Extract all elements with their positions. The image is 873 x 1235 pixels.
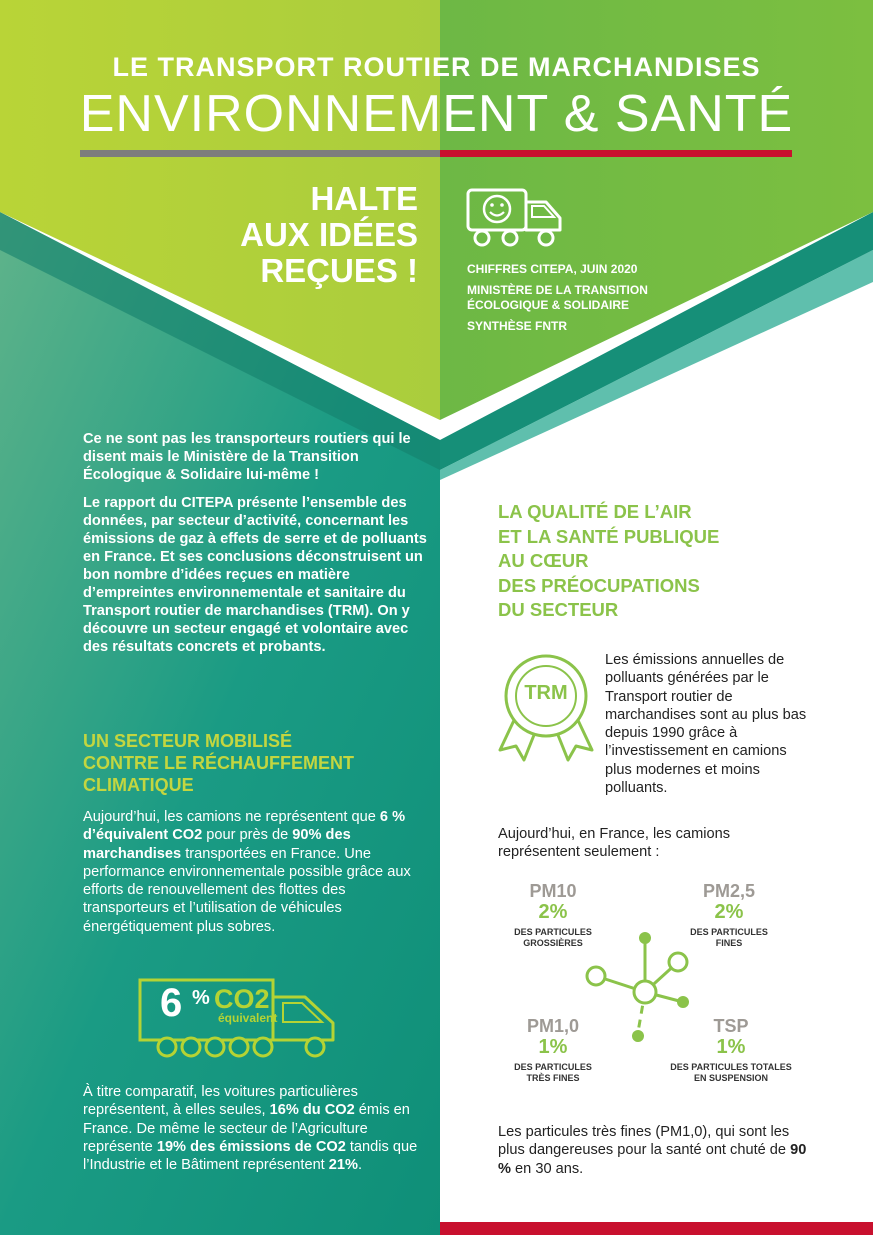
intro-text: Ce ne sont pas les transporteurs routiers qui le disent mais le Ministère de la Transition Écologique & Solidaire lui-même ! Le rapport du CITEPA présente l’ensemble des données, par secteur d’activité, concernant les émissions de gaz à effets de serre et de polluants en France. Et ses conclusions déconstruisent un bon nombre d’idées reçues en matière d’empreintes environnementale et sanitaire du Transport routier de marchandises (TRM). On y découvre un secteur engagé et volontaire avec des résultats concrets et probants. [83, 431, 427, 655]
smiling-truck-icon [466, 188, 566, 250]
trm-badge-label: TRM [524, 682, 568, 704]
particle-stat: PM10 2% DES PARTICULES GROSSIÈRES [514, 881, 592, 948]
co2-share-number: 6 [160, 981, 183, 1025]
section-heading-air-quality: LA QUALITÉ DE L’AIR ET LA SANTÉ PUBLIQUE AU CŒUR DES PRÉOCUPATIONS DU SECTEUR [498, 501, 720, 620]
subtitle: ENVIRONNEMENT & SANTÉ [79, 85, 794, 143]
particle-stat: PM1,0 1% DES PARTICULES TRÈS FINES [514, 1016, 592, 1083]
co2-label: CO2 [214, 984, 270, 1014]
particle-stat: PM2,5 2% DES PARTICULES FINES [690, 881, 768, 948]
climate-paragraph: Aujourd’hui, les camions ne représentent que 6 % d’équivalent CO2 pour près de 90% des marchandises transportées en France. Une performance environnementale possible grâce aux efforts de renouvellement des flottes des transporteurs et l’utilisation de véhicules énergétiquement plus sobres. [83, 809, 411, 935]
hero-heading: HALTE AUX IDÉES REÇUES ! [240, 180, 418, 289]
main-title: LE TRANSPORT ROUTIER DE MARCHANDISES [112, 52, 761, 82]
co2-share-percent: % [192, 987, 210, 1009]
sources-block: CHIFFRES CITEPA, JUIN 2020 MINISTÈRE DE LA TRANSITION ÉCOLOGIQUE & SOLIDAIRE SYNTHÈSE FNTR [467, 262, 648, 333]
co2-sublabel: équivalent [218, 1011, 278, 1025]
trm-award-badge-icon [494, 650, 598, 770]
section-heading-climate: UN SECTEUR MOBILISÉ CONTRE LE RÉCHAUFFEMENT CLIMATIQUE [83, 731, 354, 795]
today-paragraph: Aujourd’hui, en France, les camions représentent seulement : [498, 826, 730, 861]
final-paragraph: Les particules très fines (PM1,0), qui sont les plus dangereuses pour la santé ont chuté de 90 % en 30 ans. [498, 1124, 807, 1177]
comparison-paragraph: À titre comparatif, les voitures particulières représentent, à elles seules, 16% du CO2 émis en France. De même le secteur de l’Agriculture représente 19% des émissions de CO2 tandis que l’Industrie et le Bâtiment représentent 21%. [83, 1084, 418, 1174]
trm-paragraph: Les émissions annuelles de polluants générées par le Transport routier de marchandises sont au plus bas depuis 1990 grâce à l’investissement en camions plus modernes et moins polluants. [605, 652, 807, 797]
particle-stat: TSP 1% DES PARTICULES TOTALES EN SUSPENSION [670, 1016, 792, 1083]
